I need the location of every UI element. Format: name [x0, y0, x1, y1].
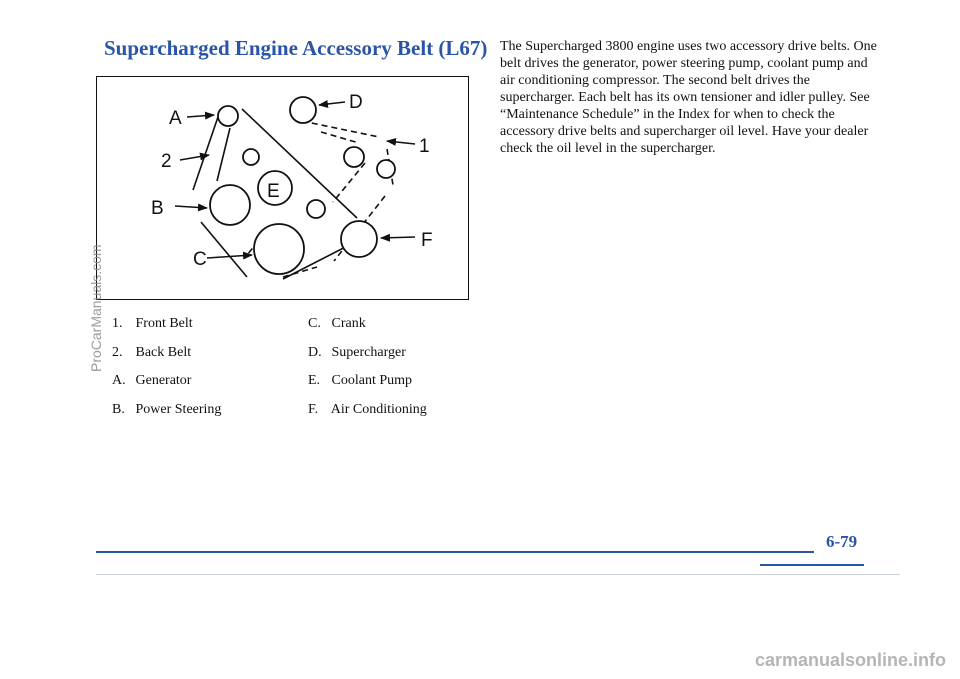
legend-label: Coolant Pump	[331, 373, 413, 388]
legend-key: 2.	[112, 344, 123, 360]
legend-item	[112, 345, 221, 374]
pulley-idler-1	[243, 149, 259, 165]
legend-label: Power Steering	[135, 401, 222, 417]
legend-item	[112, 316, 221, 345]
page-number: 6-79	[826, 532, 858, 551]
legend-item	[308, 316, 427, 345]
footer-rule	[96, 551, 814, 553]
label-a: A	[169, 108, 182, 129]
legend-label: Supercharger	[331, 344, 406, 360]
label-b: B	[151, 198, 164, 219]
section-title: Supercharged Engine Accessory Belt (L67)	[104, 36, 488, 60]
label-d: D	[349, 92, 363, 113]
pulleys	[210, 97, 395, 274]
label-e: E	[267, 181, 280, 202]
label-f: F	[421, 230, 433, 251]
side-watermark: ProCarManuals.com	[88, 244, 104, 372]
belt-diagram	[96, 76, 469, 300]
bottom-watermark: carmanualsonline.info	[754, 650, 946, 670]
label-one: 1	[419, 136, 430, 157]
legend-key: B.	[112, 401, 125, 417]
legend-column-1	[112, 316, 221, 430]
legend-label: Air Conditioning	[330, 401, 427, 417]
legend-item	[308, 402, 427, 431]
pulley-generator	[218, 106, 238, 126]
legend-label: Back Belt	[135, 344, 192, 360]
legend-key: A.	[112, 373, 126, 388]
page-number-underline	[760, 564, 864, 566]
pulley-idler-4	[307, 200, 325, 218]
legend-item	[112, 402, 221, 431]
pulley-supercharger	[290, 97, 316, 123]
legend-item	[112, 373, 221, 402]
legend-key: D.	[308, 344, 322, 360]
legend-label: Generator	[135, 373, 192, 388]
legend-key: F.	[308, 401, 319, 417]
legend-key: E.	[308, 373, 321, 388]
pulley-idler-2	[344, 147, 364, 167]
bottom-divider	[96, 574, 900, 575]
pulley-idler-3	[377, 160, 395, 178]
pulley-power-steering	[210, 185, 250, 225]
pulley-ac-compressor	[341, 221, 377, 257]
legend-label: Crank	[331, 316, 366, 331]
legend-label: Front Belt	[135, 316, 193, 331]
legend-key: C.	[308, 316, 321, 331]
belt-diagram-svg	[97, 77, 470, 301]
pulley-crank	[254, 224, 304, 274]
legend-column-2	[308, 316, 427, 430]
legend-key: 1.	[112, 316, 123, 331]
label-two: 2	[161, 151, 172, 172]
label-c: C	[193, 249, 207, 270]
legend-item	[308, 345, 427, 374]
legend-item	[308, 373, 427, 402]
body-paragraph: The Supercharged 3800 engine uses two accessory drive belts. One belt drives the generator, power steering pump, coolant pump and air conditioning compressor. The second belt drives the supercharger. Each belt has its own tensioner and idler pulley. See “Maintenance Schedule” in the Index for when to check the accessory drive belts and supercharger oil level. Have your dealer check the oil level in the supercharger.	[500, 39, 877, 156]
